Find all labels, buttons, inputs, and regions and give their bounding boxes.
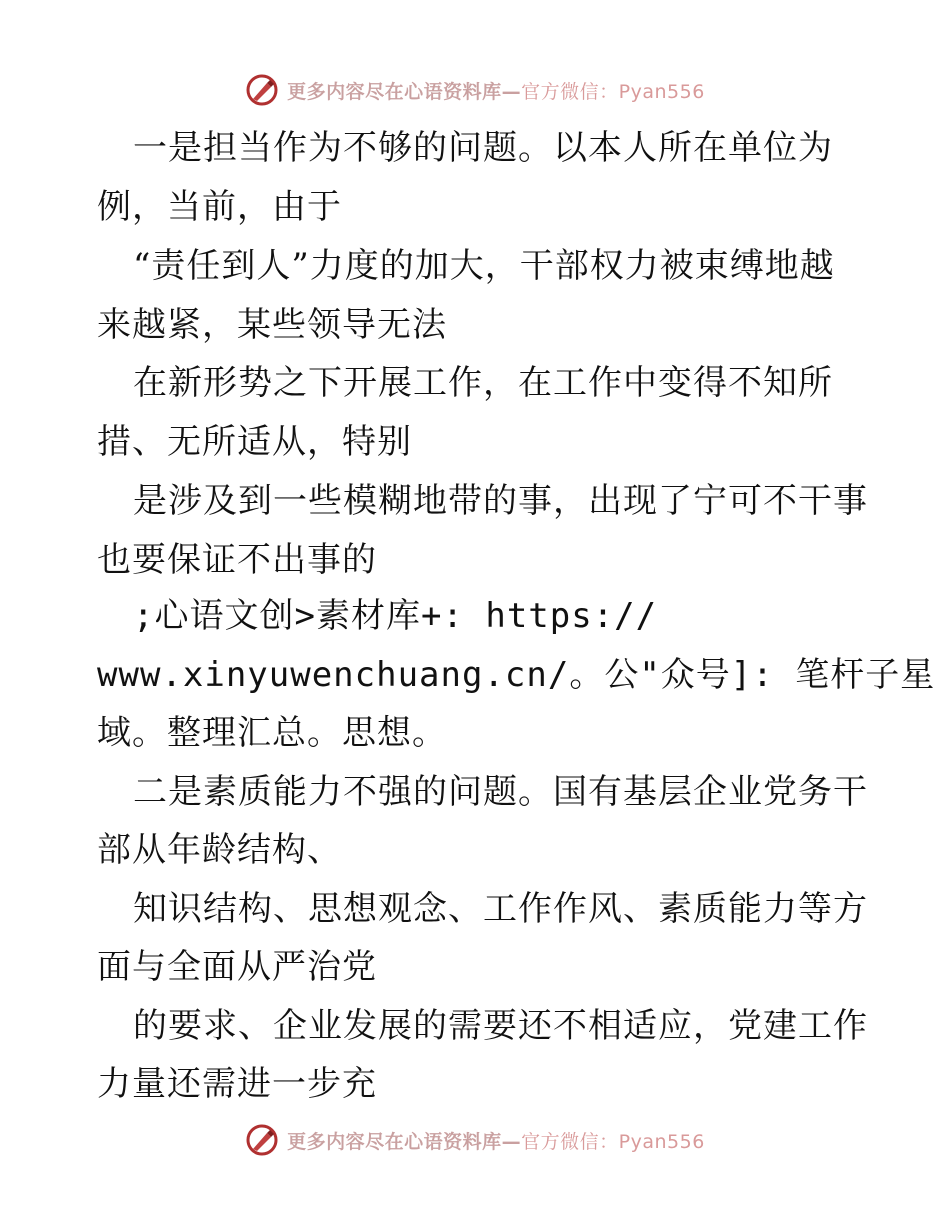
watermark-wechat-text: 官方微信：Pyan556 — [521, 1130, 705, 1153]
text-line: 的要求、企业发展的需要还不相适应，党建工作 — [133, 1006, 868, 1046]
pen-logo-icon — [245, 73, 279, 107]
text-line: 知识结构、思想观念、工作作风、素质能力等方 — [133, 889, 868, 929]
text-line: 面与全面从严治党 — [97, 947, 377, 987]
text-line: 也要保证不出事的 — [97, 540, 377, 580]
text-line: 来越紧，某些领导无法 — [97, 305, 447, 345]
text-line: 在新形势之下开展工作，在工作中变得不知所 — [133, 363, 833, 403]
text-line: 域。整理汇总。思想。 — [97, 713, 447, 753]
text-line: 力量还需进一步充 — [97, 1064, 377, 1104]
text-line: www.xinyuwenchuang.cn/。公"众号]: 笔杆子星 — [97, 655, 936, 695]
header-watermark-banner — [0, 70, 950, 110]
watermark-wechat-text: 官方微信：Pyan556 — [521, 80, 705, 103]
watermark-text — [287, 1127, 705, 1154]
watermark-dash: — — [501, 1130, 522, 1153]
watermark-text — [287, 77, 705, 104]
text-line: 一是担当作为不够的问题。以本人所在单位为 — [133, 128, 833, 168]
text-line: 部从年龄结构、 — [97, 830, 342, 870]
text-line: 措、无所适从，特别 — [97, 422, 412, 462]
text-line: 是涉及到一些模糊地带的事，出现了宁可不干事 — [133, 481, 868, 521]
footer-watermark-banner — [0, 1120, 950, 1160]
watermark-lead-text: 更多内容尽在心语资料库 — [287, 1130, 502, 1153]
text-line: ;心语文创>素材库+: https:// — [133, 596, 658, 636]
text-line: 二是素质能力不强的问题。国有基层企业党务干 — [133, 772, 868, 812]
text-line: 例，当前，由于 — [97, 187, 342, 227]
pen-logo-icon — [245, 1123, 279, 1157]
text-line: “责任到人”力度的加大，干部权力被束缚地越 — [133, 246, 835, 286]
watermark-lead-text: 更多内容尽在心语资料库 — [287, 80, 502, 103]
watermark-dash: — — [501, 80, 522, 103]
